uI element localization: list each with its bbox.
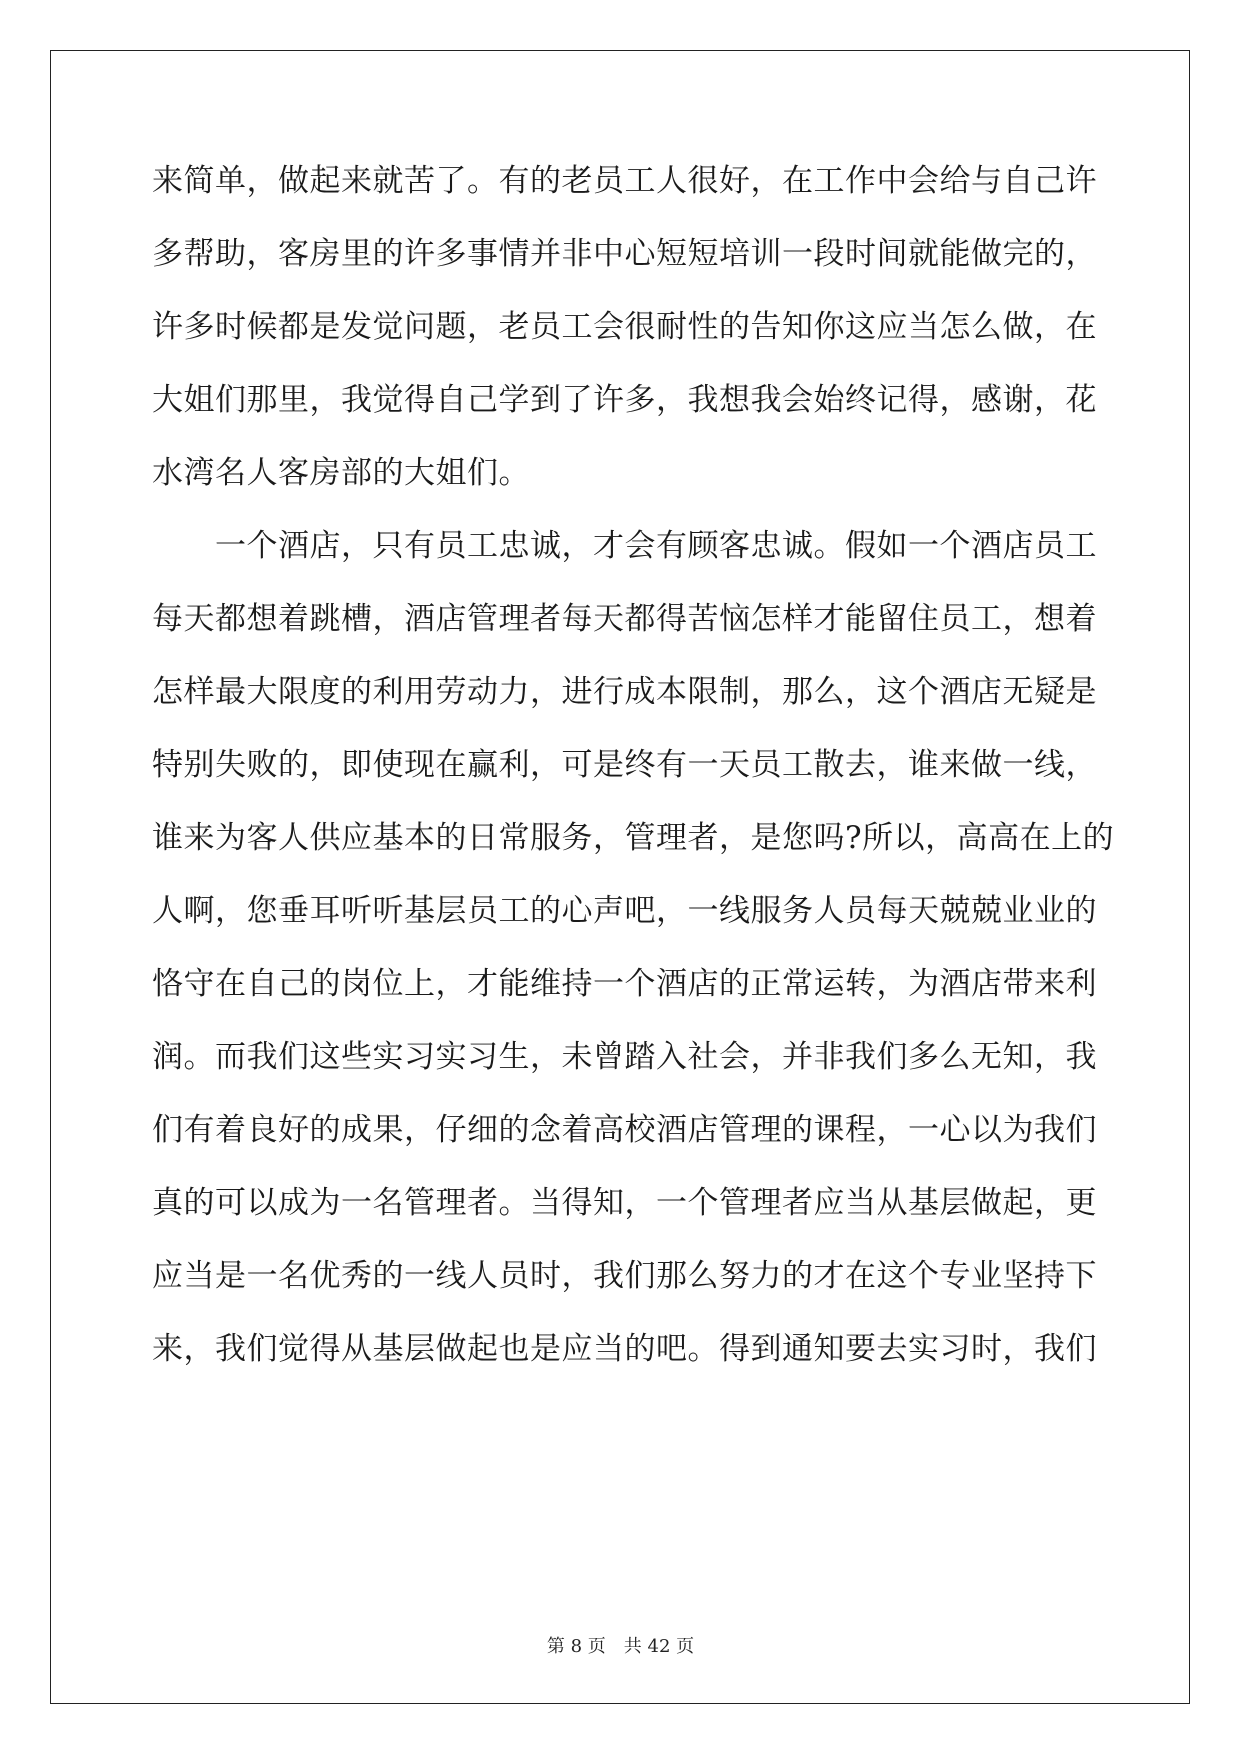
text-line: 们 有 着 良 好 的 成 果 ， 仔 细 的 念 着 高 校 酒 店 管 理 的 课 程 ， 一 心 以 为 我 们 <box>152 1112 1097 1148</box>
text-line: 怎 样 最 大 限 度 的 利 用 劳 动 力 ， 进 行 成 本 限 制 ， 那 么 ， 这 个 酒 店 无 疑 是 <box>152 674 1097 710</box>
text-line: 真 的 可 以 成 为 一 名 管 理 者 。 当 得 知 ， 一 个 管 理 者 应 当 从 基 层 做 起 ， 更 <box>152 1185 1097 1221</box>
text-line: 大 姐 们 那 里 ， 我 觉 得 自 己 学 到 了 许 多 ， 我 想 我 会 始 终 记 得 ， 感 谢 ， 花 <box>152 382 1097 418</box>
text-line: 许 多 时 候 都 是 发 觉 问 题 ， 老 员 工 会 很 耐 性 的 告 知 你 这 应 当 怎 么 做 ， 在 <box>152 309 1097 345</box>
text-line: 来 ， 我 们 觉 得 从 基 层 做 起 也 是 应 当 的 吧 。 得 到 通 知 要 去 实 习 时 ， 我 们 <box>152 1331 1097 1367</box>
page-number-label: 第 8 页 共 42 页 <box>546 1636 695 1657</box>
text-line: 水湾名人客房部的大姐们。 <box>152 455 530 491</box>
text-line: 来 简 单 ， 做 起 来 就 苦 了 。 有 的 老 员 工 人 很 好 ， 在 工 作 中 会 给 与 自 己 许 <box>152 163 1097 199</box>
page-number-footer <box>0 1632 1241 1658</box>
text-line: 一 个 酒 店 ， 只 有 员 工 忠 诚 ， 才 会 有 顾 客 忠 诚 。 假 如 一 个 酒 店 员 工 <box>215 528 1097 564</box>
text-line: 人 啊 ， 您 垂 耳 听 听 基 层 员 工 的 心 声 吧 ， 一 线 服 务 人 员 每 天 兢 兢 业 业 的 <box>152 893 1097 929</box>
text-line: 特 别 失 败 的 ， 即 使 现 在 赢 利 ， 可 是 终 有 一 天 员 工 散 去 ， 谁 来 做 一 线 ， <box>152 747 1097 783</box>
page-border <box>50 50 1190 1704</box>
text-line: 多 帮 助 ， 客 房 里 的 许 多 事 情 并 非 中 心 短 短 培 训 一 段 时 间 就 能 做 完 的 ， <box>152 236 1097 272</box>
text-line: 谁 来 为 客 人 供 应 基 本 的 日 常 服 务 ， 管 理 者 ， 是 您 吗 ? 所 以 ， 高 高 在 上 的 <box>152 820 1115 856</box>
text-line: 润 。 而 我 们 这 些 实 习 实 习 生 ， 未 曾 踏 入 社 会 ， 并 非 我 们 多 么 无 知 ， 我 <box>152 1039 1097 1075</box>
text-line: 应 当 是 一 名 优 秀 的 一 线 人 员 时 ， 我 们 那 么 努 力 的 才 在 这 个 专 业 坚 持 下 <box>152 1258 1097 1294</box>
text-line: 恪 守 在 自 己 的 岗 位 上 ， 才 能 维 持 一 个 酒 店 的 正 常 运 转 ， 为 酒 店 带 来 利 <box>152 966 1097 1002</box>
text-line: 每 天 都 想 着 跳 槽 ， 酒 店 管 理 者 每 天 都 得 苦 恼 怎 样 才 能 留 住 员 工 ， 想 着 <box>152 601 1097 637</box>
